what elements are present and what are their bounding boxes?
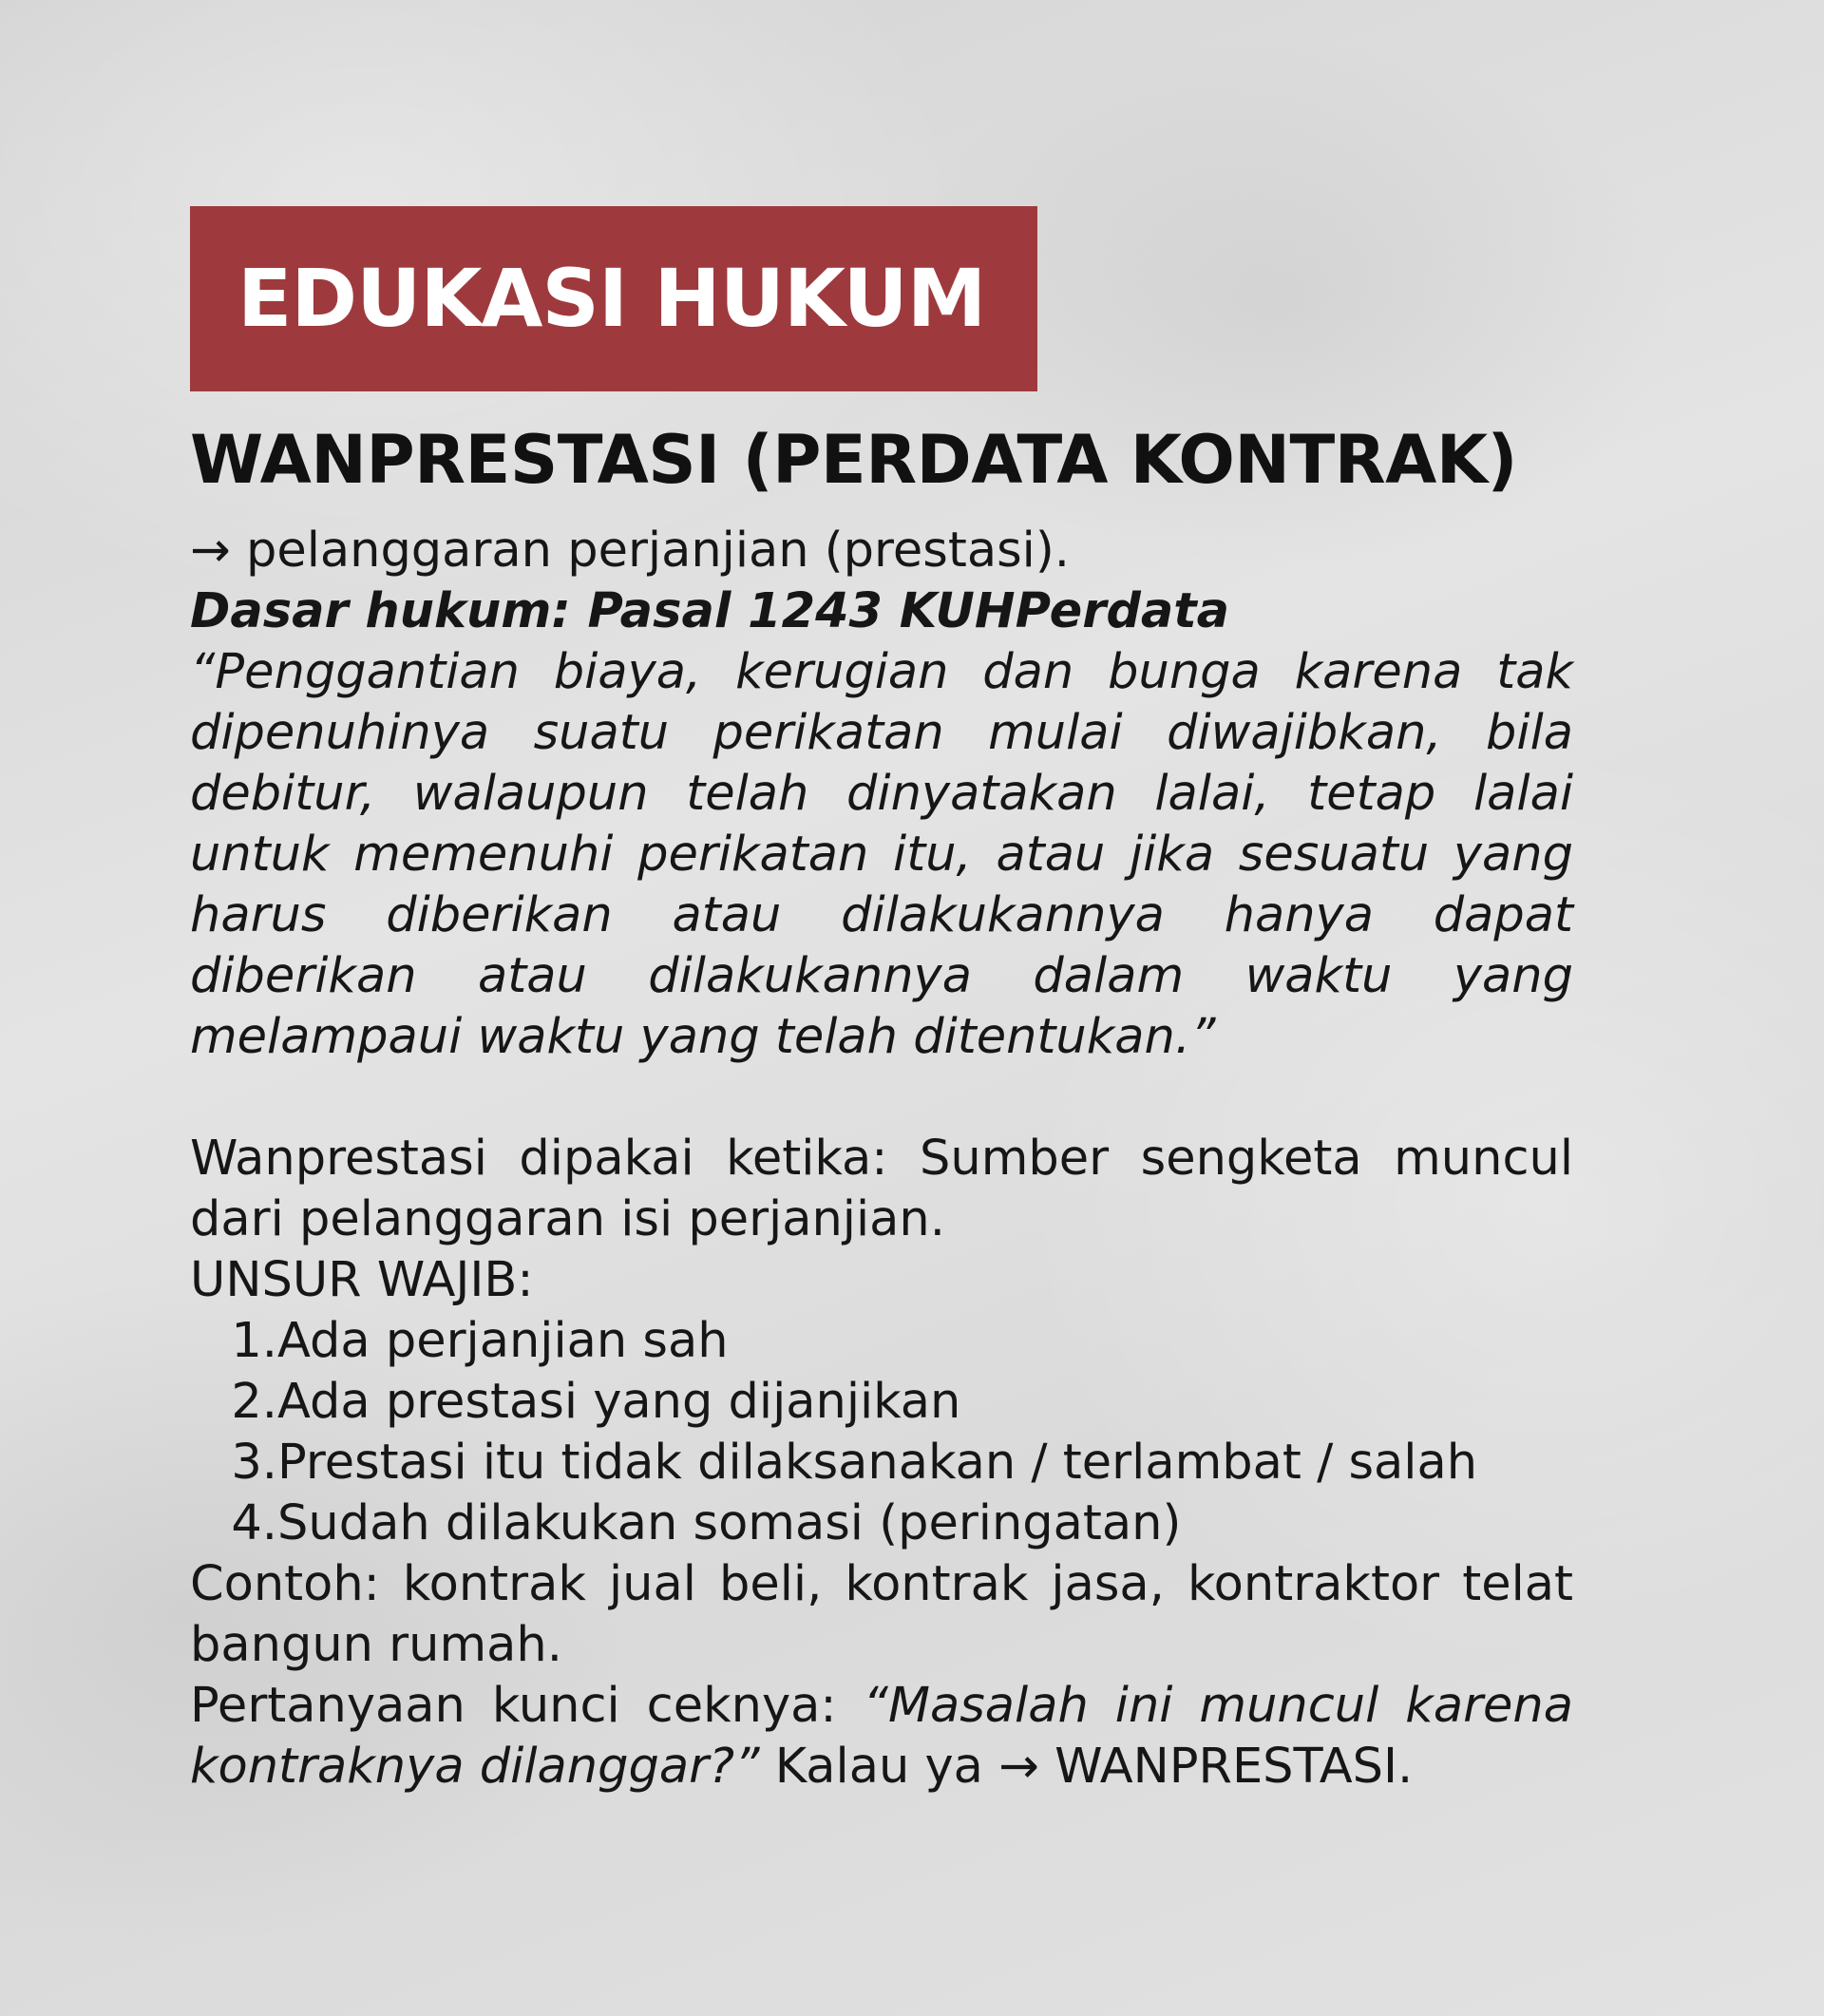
list-item <box>190 1433 1573 1493</box>
example-text: Contoh: kontrak jual beli, kontrak jasa, kontraktor telat bangun rumah. <box>190 1556 1573 1673</box>
list-number: 3. <box>231 1435 277 1491</box>
list-item <box>190 1372 1573 1433</box>
content-card <box>190 206 1573 1797</box>
definition-text: → pelanggaran perjanjian (prestasi). <box>190 523 1070 579</box>
usage-text: Wanprestasi dipakai ketika: Sumber sengketa muncul dari pelanggaran isi perjanjian. <box>190 1131 1573 1247</box>
key-question-answer: Kalau ya → WANPRESTASI. <box>759 1739 1414 1795</box>
elements-title: UNSUR WAJIB: <box>190 1252 534 1308</box>
key-question-paragraph <box>190 1676 1573 1797</box>
key-question-lead: Pertanyaan kunci ceknya: <box>190 1678 864 1734</box>
list-item-text: Ada prestasi yang dijanjikan <box>277 1374 961 1430</box>
key-question-text: “Masalah ini muncul karena kontraknya dilanggar?” <box>190 1678 1573 1795</box>
list-number: 4. <box>231 1495 277 1551</box>
list-item-text: Prestasi itu tidak dilaksanakan / terlambat / salah <box>277 1435 1478 1491</box>
elements-list <box>190 1311 1573 1554</box>
list-item <box>190 1311 1573 1372</box>
list-number: 2. <box>231 1374 277 1430</box>
list-item-text: Ada perjanjian sah <box>277 1313 729 1369</box>
list-item <box>190 1493 1573 1554</box>
paragraph-spacer <box>190 1068 1573 1129</box>
page-title: WANPRESTASI (PERDATA KONTRAK) <box>190 421 1518 499</box>
legal-basis: Dasar hukum: Pasal 1243 KUHPerdata <box>190 583 1230 639</box>
list-item-text: Sudah dilakukan somasi (peringatan) <box>277 1495 1182 1551</box>
article-quote: “Penggantian biaya, kerugian dan bunga karena tak dipenuhinya suatu perikatan mulai diwajibkan, bila debitur, walaupun telah dinyatakan lalai, tetap lalai untuk memenuhi perikatan itu, atau jika sesuatu yang harus diberikan atau dilakukannya hanya dapat diberikan atau dilakukannya dalam waktu yang melampaui waktu yang telah ditentukan.” <box>190 644 1573 1065</box>
category-tag: EDUKASI HUKUM <box>190 206 1037 391</box>
body-text <box>190 521 1573 1797</box>
list-number: 1. <box>231 1313 277 1369</box>
